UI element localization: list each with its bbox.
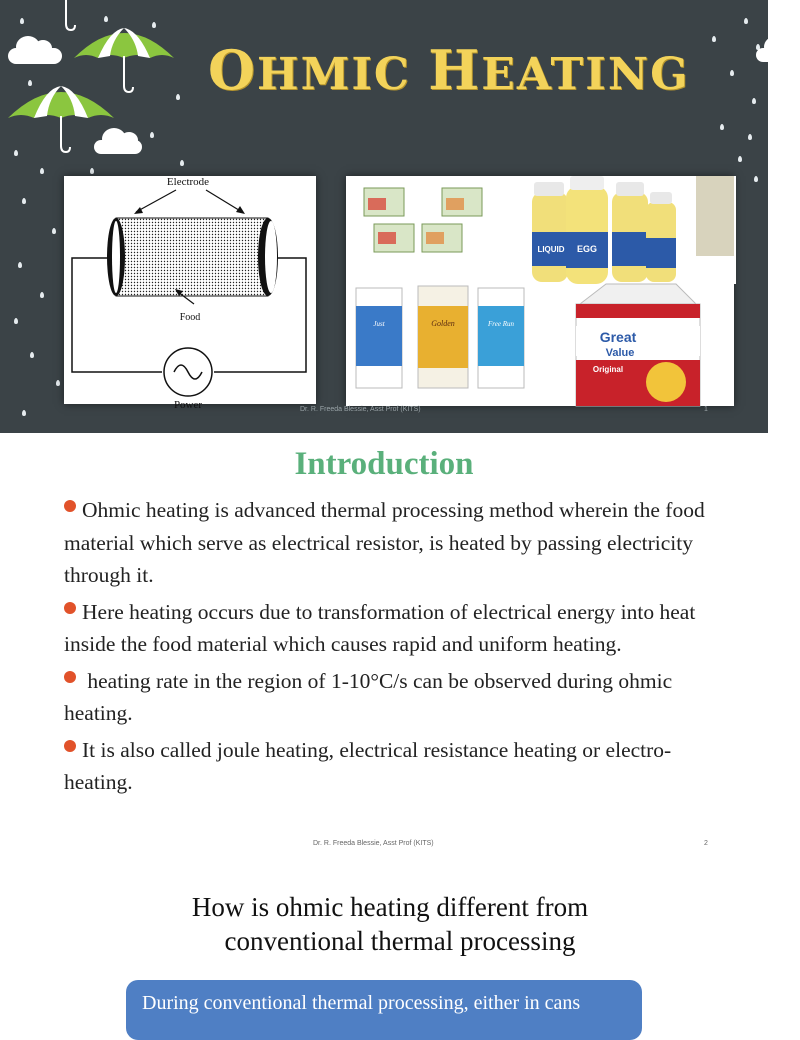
slide-heading [120,890,660,958]
ohmic-diagram-panel [64,176,316,411]
bullet-item: Here heating occurs due to transformation of electrical energy into heat inside the food material which causes rapid and uniform heating. [64,599,696,656]
svg-text:LIQUID: LIQUID [537,245,565,254]
ohmic-circuit-diagram [64,176,316,411]
bullet-dot-icon [64,671,76,683]
bullet-item: heating rate in the region of 1-10°C/s can be observed during ohmic heating. [64,668,673,725]
liquid-egg-white-bottles [506,176,736,284]
svg-text:Great: Great [599,329,637,345]
svg-text:EGG: EGG [576,244,598,254]
heading-line-1: How is ohmic heating different from [191,892,589,922]
bullet-dot-icon [64,602,76,614]
svg-text:Original: Original [592,365,624,374]
svg-text:Just: Just [373,320,385,328]
bullet-item: Ohmic heating is advanced thermal processing method wherein the food material which serve as electrical resistor, is heated by passing electricity through it. [64,498,705,587]
egg-products-image [346,176,734,406]
food-label: Food [179,312,201,323]
products-collage [346,176,734,406]
bullet-item: It is also called joule heating, electrical resistance heating or electro-heating. [64,737,672,794]
info-box-text: During conventional thermal processing, either in cans [142,992,581,1014]
info-box [126,980,642,1040]
power-label: Power [173,399,203,411]
egg-white-cartons [356,286,524,388]
slide-title: OHMIC HEATING [208,38,690,102]
svg-text:Free Run: Free Run [488,320,514,328]
cloud-shape [8,48,62,64]
umbrella-handle-icon [58,0,78,32]
great-value-carton [576,284,700,406]
slide-footer: Dr. R. Freeda Blessie, Asst Prof (KITS) [313,840,434,847]
slide-page-number: 1 [704,406,708,413]
svg-text:Golden: Golden [431,319,455,328]
slide-page-number: 2 [704,840,708,847]
slide-footer: Dr. R. Freeda Blessie, Asst Prof (KITS) [300,406,421,413]
slide-heading: Introduction [294,446,474,482]
slide-ohmic-heating-title [0,0,768,433]
bullet-dot-icon [64,740,76,752]
electrode-label: Electrode [166,176,210,188]
cloud-shape [756,48,786,62]
svg-text:Value: Value [605,347,635,359]
bullet-dot-icon [64,500,76,512]
bullet-list [64,494,714,803]
heading-line-2: conventional thermal processing [224,926,576,956]
umbrella-icon [6,84,116,154]
